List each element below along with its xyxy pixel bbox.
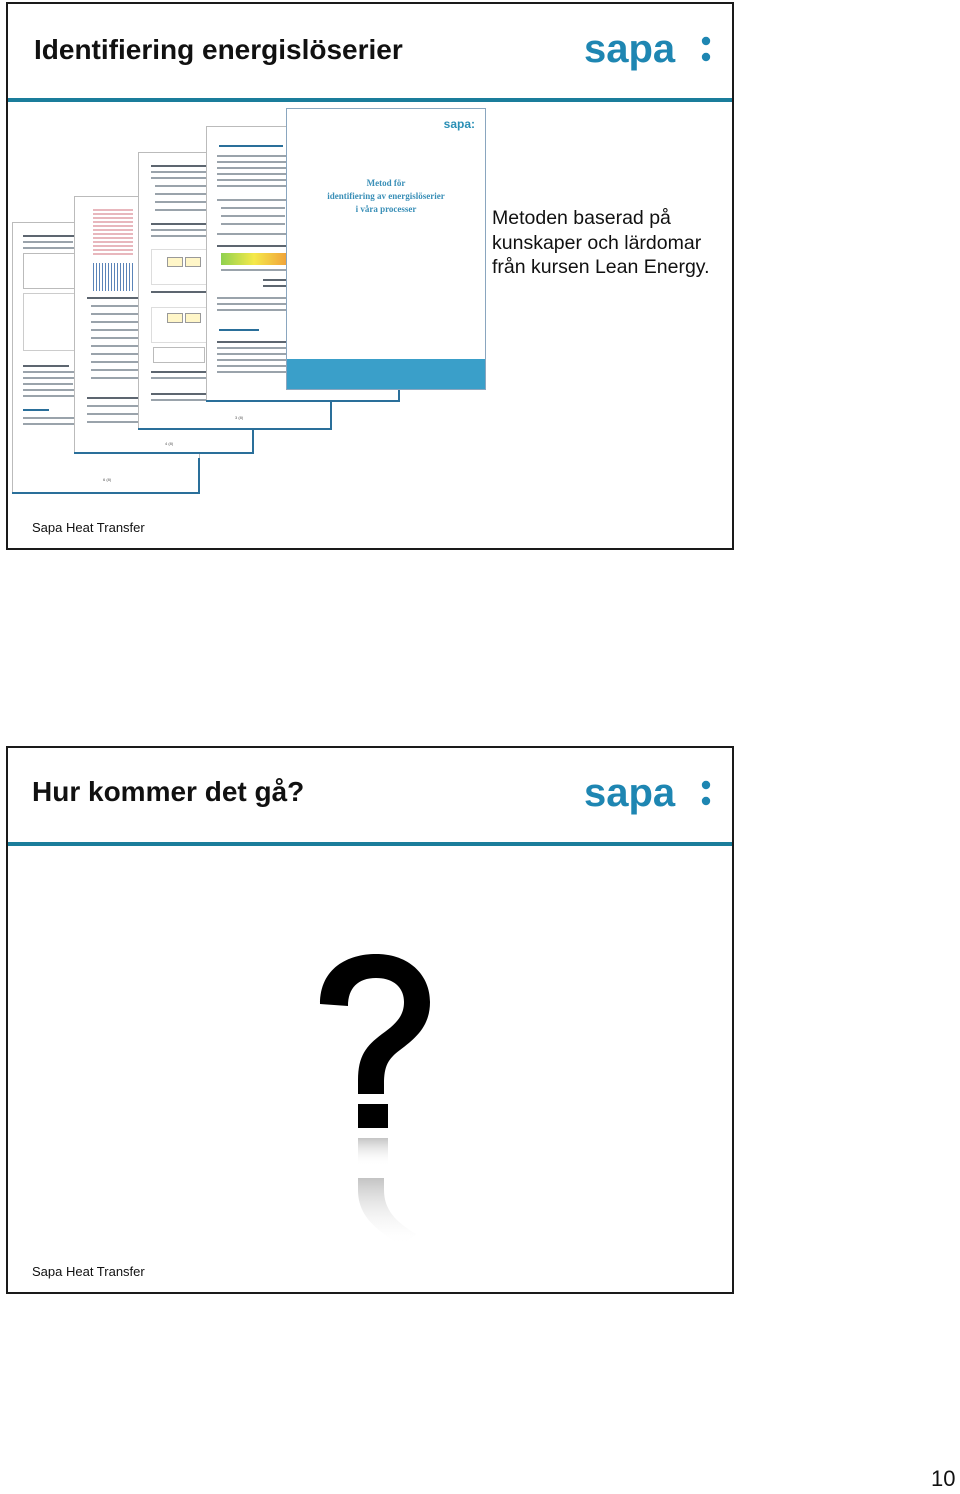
document-cover: [286, 108, 486, 390]
slide-footer: Sapa Heat Transfer: [32, 1264, 145, 1279]
svg-text:sapa: sapa: [584, 27, 676, 71]
slide-title: Hur kommer det gå?: [32, 776, 305, 807]
document-page: 6 (8): [12, 222, 200, 494]
header-rule: [8, 98, 732, 102]
slide-footer: Sapa Heat Transfer: [32, 520, 145, 535]
cover-title: Metod för identifiering av energislöserier i våra processer: [327, 178, 445, 214]
sapa-logo: [582, 768, 712, 816]
page-number: 10: [931, 1466, 956, 1491]
cover-logo: sapa:: [443, 117, 475, 131]
svg-text:sapa: sapa: [584, 771, 676, 815]
slide-body-text: Metoden baserad på kunskaper och lärdomar från kursen Lean Energy.: [492, 207, 710, 278]
document-page: 3 (8): [138, 152, 332, 430]
cover-band: [287, 359, 485, 389]
sapa-logo: [582, 24, 712, 72]
slide-title: Identifiering energislöserier: [34, 34, 403, 65]
document-page: 4 (8): [74, 196, 254, 454]
slide-1: [6, 2, 734, 550]
question-mark-icon: [312, 954, 442, 1254]
header-rule: [8, 842, 732, 846]
